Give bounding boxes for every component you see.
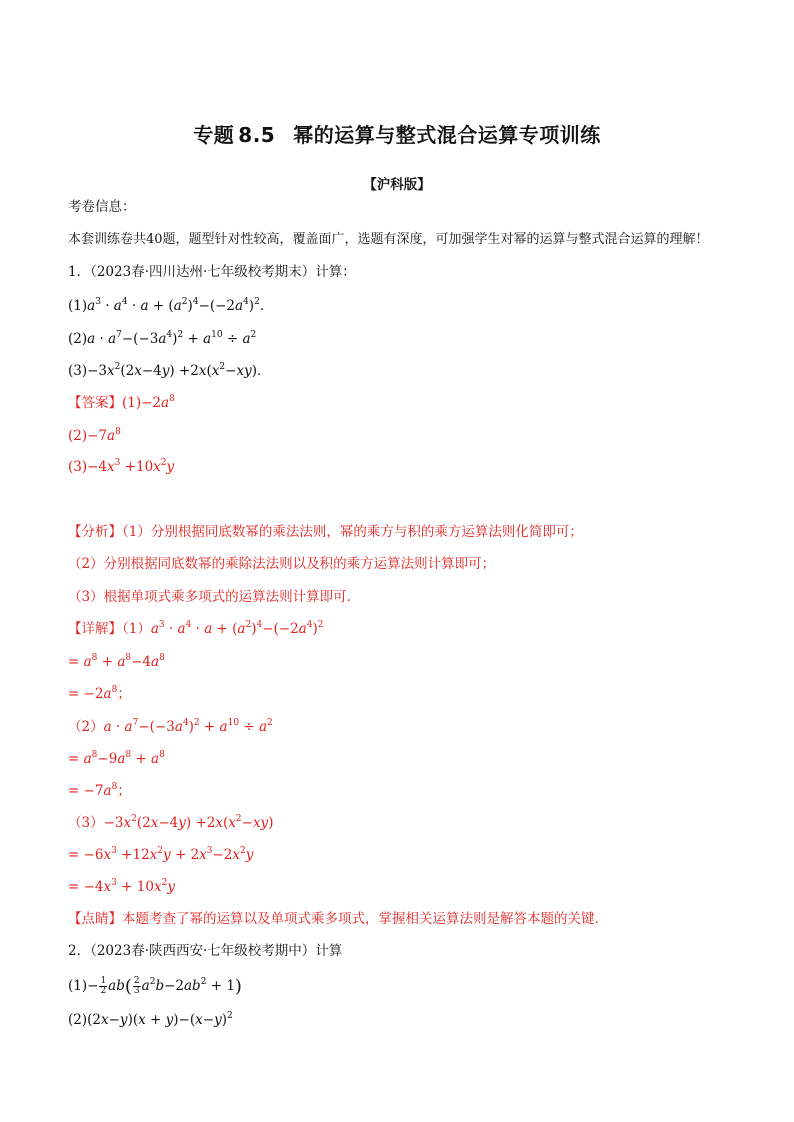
- q1-answer-3: $(3)-4x^3 +10x^2y$: [68, 458, 175, 475]
- edition-label: 【沪科版】: [363, 177, 431, 193]
- q1-detail-1: 【详解】$(1)a^3 \cdot a^4 \cdot a + (a^2)^4-(-2a^4)^2$: [68, 620, 324, 637]
- q1-step: = $-6x^3 +12x^2y + 2x^3-2x^2y$: [68, 846, 254, 863]
- q1-part1: $(1)a^3 \cdot a^4 \cdot a + (a^2)^4-(-2a^4)^2$．: [68, 297, 274, 314]
- q1-analysis-2: （2）分别根据同底数幂的乘除法法则以及积的乘方运算法则计算即可；: [68, 556, 496, 572]
- q1-analysis-1: 【分析】（1）分别根据同底数幂的乘法法则，幂的乘方与积的乘方运算法则化简即可；: [68, 524, 583, 540]
- intro-label: 考卷信息：: [68, 199, 136, 215]
- q1-step: = $-2a^8$；: [68, 685, 131, 702]
- q1-comment: 【点睛】本题考查了幂的运算以及单项式乘多项式，掌握相关运算法则是解答本题的关键．: [68, 911, 608, 927]
- q1-step: = $-7a^8$；: [68, 782, 131, 799]
- q1-step: = $a^8-9a^8 + a^8$: [68, 750, 165, 767]
- q1-detail-3: $(3)-3x^2(2x-4y) +2x(x^2-xy)$: [68, 814, 274, 831]
- q1-source: （2023春·四川达州·七年级校考期末）计算：: [90, 264, 356, 280]
- q1-number: 1．: [68, 264, 91, 280]
- q1-step: = $a^8 + a^8-4a^8$: [68, 653, 165, 670]
- q1-heading: [68, 262, 356, 282]
- q1-part2: $(2)a \cdot a^7-(-3a^4)^2 + a^{10} \div a^2$: [68, 330, 257, 347]
- q2-source: （2023春·陕西西安·七年级校考期中）计算: [90, 943, 343, 959]
- intro-text: 本套训练卷共40题，题型针对性较高，覆盖面广，选题有深度，可加强学生对幂的运算与整式混合运算的理解！: [68, 232, 709, 247]
- q1-analysis-3: （3）根据单项式乘多项式的运算法则计算即可．: [68, 589, 361, 605]
- q1-answer-2: $(2)-7a^8$: [68, 427, 121, 444]
- q1-answer-1: 【答案】$(1)-2a^8$: [68, 394, 175, 411]
- q1-detail-2: $(2)a \cdot a^7-(-3a^4)^2 + a^{10} \div a^2$: [68, 718, 273, 735]
- q1-step: = $-4x^3 + 10x^2y$: [68, 878, 175, 895]
- title-main: 幂的运算与整式混合运算专项训练: [293, 123, 601, 147]
- q1-part3: $(3)-3x^2(2x-4y) +2x(x^2-xy)$．: [68, 362, 271, 379]
- q2-part1: (1)− $\frac{1}{2}$ ab( $\frac{2}{3}$ $a^2b-2ab^2 + 1$): [68, 976, 242, 997]
- title-number: 8.5: [238, 123, 276, 147]
- q2-heading: [68, 941, 342, 961]
- q2-number: 2．: [68, 943, 91, 959]
- q2-part2: $(2)(2x-y)(x + y)-(x-y)^2$: [68, 1011, 233, 1028]
- page-title: [0, 119, 794, 148]
- title-prefix: 专题: [193, 123, 235, 147]
